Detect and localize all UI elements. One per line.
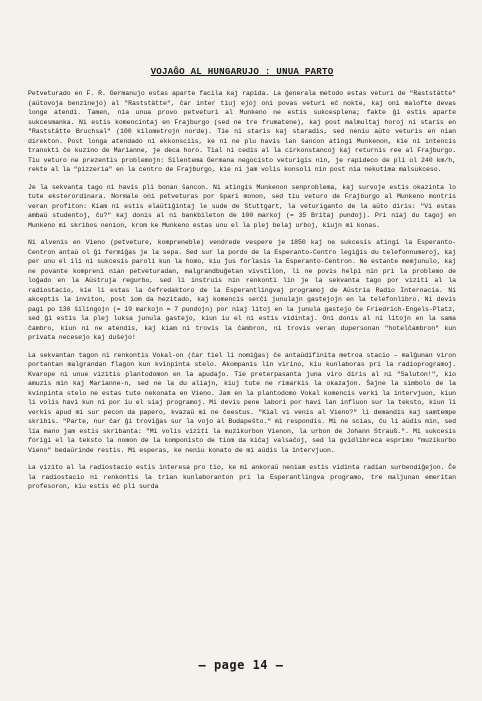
paragraph-5: La vizito al la radiostacio estis interesa pro tio, ke mi ankoraŭ neniam estis vidinta radian surbendiĝejon. Ĉe la radiostacio ni renkontis la trian kunlaboranton pri la Esperantlingva programo, tre maljunan emeritan profesoron, kiu estis eĉ pli surda <box>28 464 456 490</box>
paragraph-3: Ni alvenis en Vieno (petveture, kompreneble) vendrede vespere je 1850 kaj ne sukcesis atingi la Esperanto-Centron antaŭ ol ĝi fermiĝas je la sepa. Sed sur la pordo de la Esperanto-Centro legiĝis du telefonnumeroj, kaj per unu el ili ni sukcesis paroli kun la homo, kiu ĵus forlasis la Esperanto-Centron. Ne estante memjunulo, kaj ne povante kompreni nian petveturadan, malgrandbuĝetan vivstilon, li ne povis helpi nin pri la problemo de loĝado en la Aŭstruja regurbo, sed li instruis nin renkonti lin je la sekvanta tago por viziti al la radiostacio, kie li estas la ĉefredaktoro de la Esperantlingvaj programoj de Aŭstria Radio Internacia. Ni akceptis la inviton, post iom da hezitado, kaj komencis serĉi junulajn gastejojn en la telefonlibro. Ni devis pagi po 130 ŝilingojn (= 19 markojn = 7 pundojn) por niaj litoj en la junula gastejo ĉe Friedrich-Engels-Platz, sed ĝi estis la plej luksa junula gastejo, kiun iu el ni estis vidintaj. Oni donis al ni litojn en la sama ĉambro, kiun ni ne atendis, kaj kiam ni trovis la ĉambron, ni trovis veran dupersonan "hotelĉambron" kun privata necesejo kaj duŝejo! <box>28 239 456 341</box>
paragraph-1: Petveturado en F. R. Germanujo estas aparte facila kaj rapida. La ĝenerala metodo estas veturi de "Raststätte" (aŭtovoja benzinejo) al "Raststätte", ĉar inter tiuj ejoj oni povas veturi eĉ nokte, kaj oni malofte devas longe atendi. Tamen, nia unua provo petveturi al Munkeno ne estis sukcesplena; fakte ĝi estis aparte sukcesmanka. Ni estis komencintaj en Frajburgo (sed ne tre frumatene), kaj post malmultaj horoj ni staris en "Raststätte Bruchsal" (100 kilometrojn norde). Tie ni staris kaj staradis, sed neniu aŭto veturis en nian direkton. Post longa atendado ni ekkonsciis, ke ni ne plu havis lan ŝancon atingi Munkenon, kie ni intencis tranokti ĉe kuzino de Marianne, je deca horo. Tial ni cedis al la cirkonstancoj kaj returnis ree al Frajburgo. Tiu veturo ne prezentis problemojn: Silentema Germana negocisto veturigis nin, je rapideco de pli ol 240 km/h, rekte al la "pizzeria" en la centro de Frajburgo, kie ni jam volis konsoli nin post nia nekutima malsukceso. <box>28 90 456 173</box>
article-title: VOJAĜO AL HUNGARUJO : UNUA PARTO <box>150 66 334 77</box>
paragraph-4: La sekvantan tagon ni renkontis Vokal-on (ĉar tiel li nomiĝas) ĉe antaŭdifinita metroa stacio – malĝunan viron portantan malgrandan flagon kun kvinpinta stelo. Akompanis lin virino, kiu kunlaboras pri la radioprogramoj. Kvarope ni unue vizitis plantodomon en la apudaĵo. Tie preterpasanta juna viro diris al ni "Saluton!", kio amuzis min kaj Marianne-n, sed ne la du aliajn, kiuj tute ne rimarkis la okazaĵon. Ŝajne la simbolo de la kvinpinta stelo ne estas tute nekonata en Vieno. Jam en la plantodomo Vokal komencis verki la intervjuon, kiun li volis havi kun ni por iu el siaj programoj. Mi devis pene labori por havi lan influon sur la teksto, kiun li verkis apud mi sur pecon da papero, kvazaŭ mi ne ĉeestus. "Kial vi venis al Vieno?" li demandis kaj samtempe skribis. "Parte, nur ĉar ĝi troviĝas sur la vojo al Budapeŝto." mi respondis. Mi ne scias, ĉu li aŭdis min, sed lia mano jam estis skribanta: "Mi volis viziti la muzikurbon Vienon, la urbon de Johann Strauß.". Mi sukcesis forigi el la teksto la nomon de la komponisto de tiom da kiĉaj valsaĉoj, sed la gvidlibreca esprimo "muzikurbo Vieno" bedaŭrinde restis. Mi esperas, ke neniu konato de mi aŭdis la intervjuon. <box>28 351 456 454</box>
page-number-footer: — page 14 — <box>198 658 284 672</box>
paragraph-2: Je la sekvanta tago ni havis pli bonan ŝancon. Ni atingis Munkenon senproblema, kaj survoje estis okazinta lo tute eksterordinara. Normale oni petveturas por ŝpari monon, sed tiu veturo de Frajburgo al Munkeno montris veran profiton: Kiam ni estis elaŭtiĝintaj le sude de Stuttgart, la veturiganto de la aŭto diris: "Vi estas ambaŭ studentoj, ĉu?" kaj donis al ni bankbileton de 100 markoj (= 35 Britaj pundoj). Pri niaj du tagoj en Munkeno mi skribos nenion, krom ke Munkeno estas unu el la plej belaj urboj, kiujn mi konas. <box>28 183 456 229</box>
